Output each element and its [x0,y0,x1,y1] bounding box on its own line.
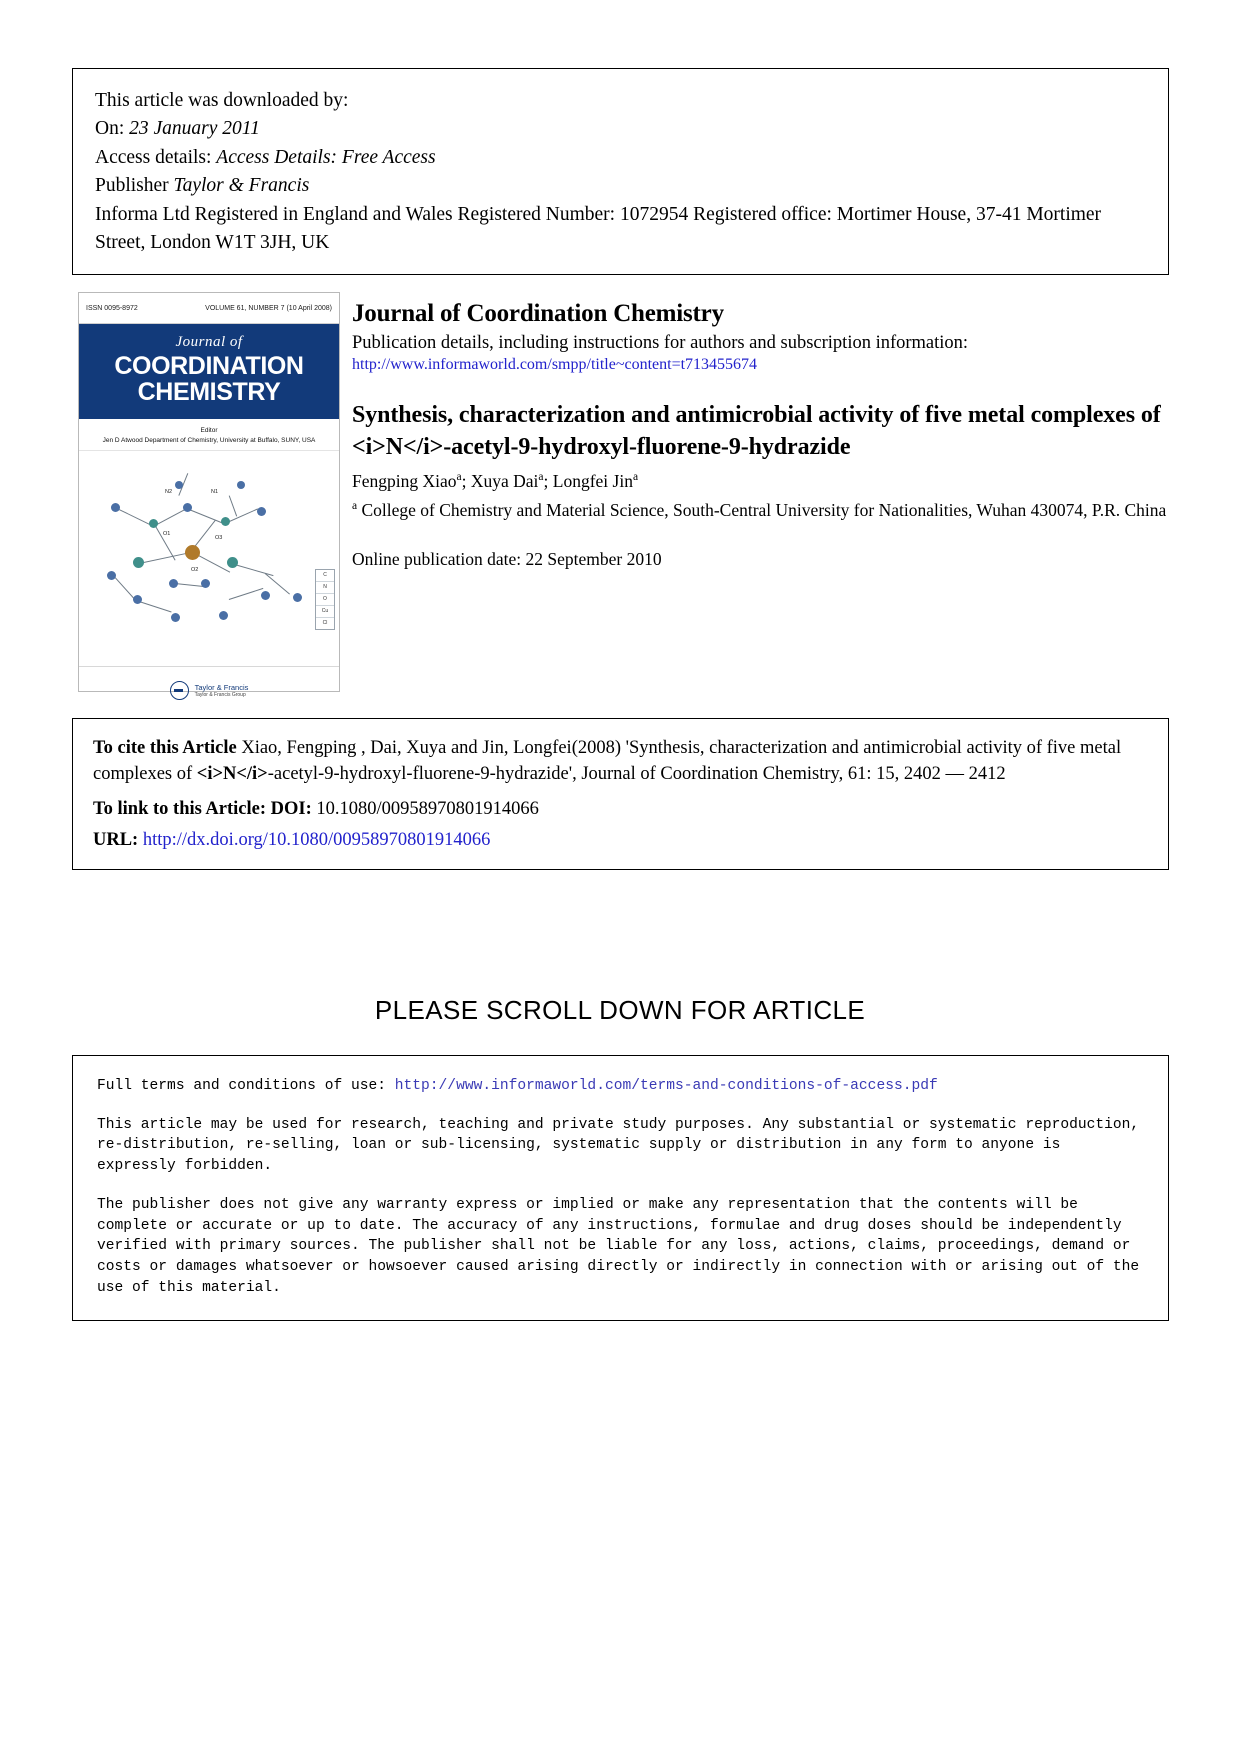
atom-label-n2: N2 [165,488,173,495]
online-publication-date: Online publication date: 22 September 2010 [352,548,662,569]
cover-publisher-logo [79,666,339,715]
publisher-line [95,172,1146,200]
publisher-name: Taylor & Francis [194,682,249,692]
cover-header-strip [79,293,339,324]
doi-line [93,796,1148,822]
cover-journal-word: Journal of [175,334,243,350]
cover-editor-block [79,419,339,450]
atom-label-o1: O1 [163,530,171,537]
affiliation-mark: a [352,499,358,512]
cover-title-line1: COORDINATION [114,352,304,380]
doi-label: To link to this Article: DOI: [93,798,312,819]
journal-homepage-link[interactable]: http://www.informaworld.com/smpp/title~content=t713455674 [352,355,758,373]
doi-value: 10.1080/00958970801914066 [311,798,539,819]
terms-and-conditions-box [72,1055,1169,1321]
journal-cover-image [78,292,340,699]
atom-label-o3: O3 [215,534,223,541]
article-title: Synthesis, characterization and antimicrobial activity of five metal complexes of <i>N</i>-acetyl-9-hydroxyl-fluorene-9-hydrazide [352,401,1161,460]
journal-name: Journal of Coordination Chemistry [352,300,724,327]
taylor-francis-icon [170,681,189,700]
article-authors: Fengping Xiao$^a$; Xuya Dai$^a$; Longfei Jin$^a$ [352,471,639,492]
author-affiliation [352,498,1167,523]
terms-paragraph-2: The publisher does not give any warranty express or implied or make any representation that the contents will be complete or accurate or up to date. The accuracy of any instructions, formulae and drug doses should be independently verified with primary sources. The publisher shall not be liable for any loss, actions, claims, proceedings, demand or costs or damages whatsoever or howsoever caused arising directly or indirectly in connection with or arising out of the use of this material. [97,1196,1140,1296]
cover-volume: VOLUME 61, NUMBER 7 (10 April 2008) [205,304,332,312]
on-value: 23 January 2011 [129,118,260,140]
cite-formula: <i>N</i> [196,764,268,785]
registration-line: Informa Ltd Registered in England and Wales Registered Number: 1072954 Registered office: Mortimer House, 37-41 Mortimer Street, London W1T 3JH, UK [95,203,1102,254]
url-line [93,827,1148,853]
cover-editor-label: Editor [200,427,218,434]
access-value: Access Details: Free Access [216,146,436,168]
terms-pdf-link[interactable]: http://www.informaworld.com/terms-and-conditions-of-access.pdf [394,1078,938,1094]
full-terms-label: Full terms and conditions of use: [97,1078,395,1094]
scroll-down-notice: PLEASE SCROLL DOWN FOR ARTICLE [374,995,866,1025]
cover-editor-name: Jen D Atwood Department of Chemistry, University at Buffalo, SUNY, USA [102,436,316,444]
full-terms-line [97,1076,1144,1097]
legend-item-n: N [316,582,334,594]
citation-box [72,718,1169,870]
article-doi-link[interactable]: http://dx.doi.org/10.1080/00958970801914066 [142,829,491,850]
taylor-francis-label [195,683,249,699]
cover-molecule-artwork [79,450,339,666]
article-info-block [352,300,1167,570]
cover-title-line2: CHEMISTRY [137,378,281,406]
cover-legend [315,569,335,630]
cite-text: Xiao, Fengping , Dai, Xuya and Jin, Longfei(2008) 'Synthesis, characterization and antimicrobial activity of five metal complexes of [93,738,1122,785]
cite-label: To cite this Article [93,738,237,758]
atom-label-o2: O2 [191,566,199,573]
cite-article-line [93,735,1148,788]
cite-text-2: -acetyl-9-hydroxyl-fluorene-9-hydrazide', Journal of Coordination Chemistry, 61: 15, 2402 — 2412 [267,764,1006,785]
cover-issn: ISSN 0095-8972 [86,304,138,312]
terms-paragraph-1: This article may be used for research, teaching and private study purposes. Any substantial or systematic reproduction, re-distribution, re-selling, loan or sub-licensing, systematic supply or distribution in any form to anyone is expressly forbidden. [97,1116,1140,1175]
access-label: Access details: [95,146,217,168]
affiliation-text: College of Chemistry and Material Science, South-Central University for Nationalities, Wuhan 430074, P.R. China [357,499,1167,520]
on-label: On: [95,118,130,140]
publisher-label: Publisher [95,175,174,197]
atom-label-n1: N1 [211,488,219,495]
legend-item-o: O [316,594,334,606]
url-label: URL: [93,829,139,850]
downloaded-by-line: This article was downloaded by: [95,90,349,111]
legend-item-cl: Cl [322,619,328,626]
legend-item-c: C [316,570,334,582]
legend-item-cu: Cu [316,606,334,618]
cover-title-band [79,324,339,419]
access-details-line [95,144,1146,172]
publisher-value: Taylor & Francis [173,175,310,197]
publication-details-text: Publication details, including instructions for authors and subscription information: [352,333,969,353]
download-date-line [95,115,1146,143]
download-info-box [72,68,1169,275]
publisher-sub: Taylor & Francis Group [194,692,246,699]
